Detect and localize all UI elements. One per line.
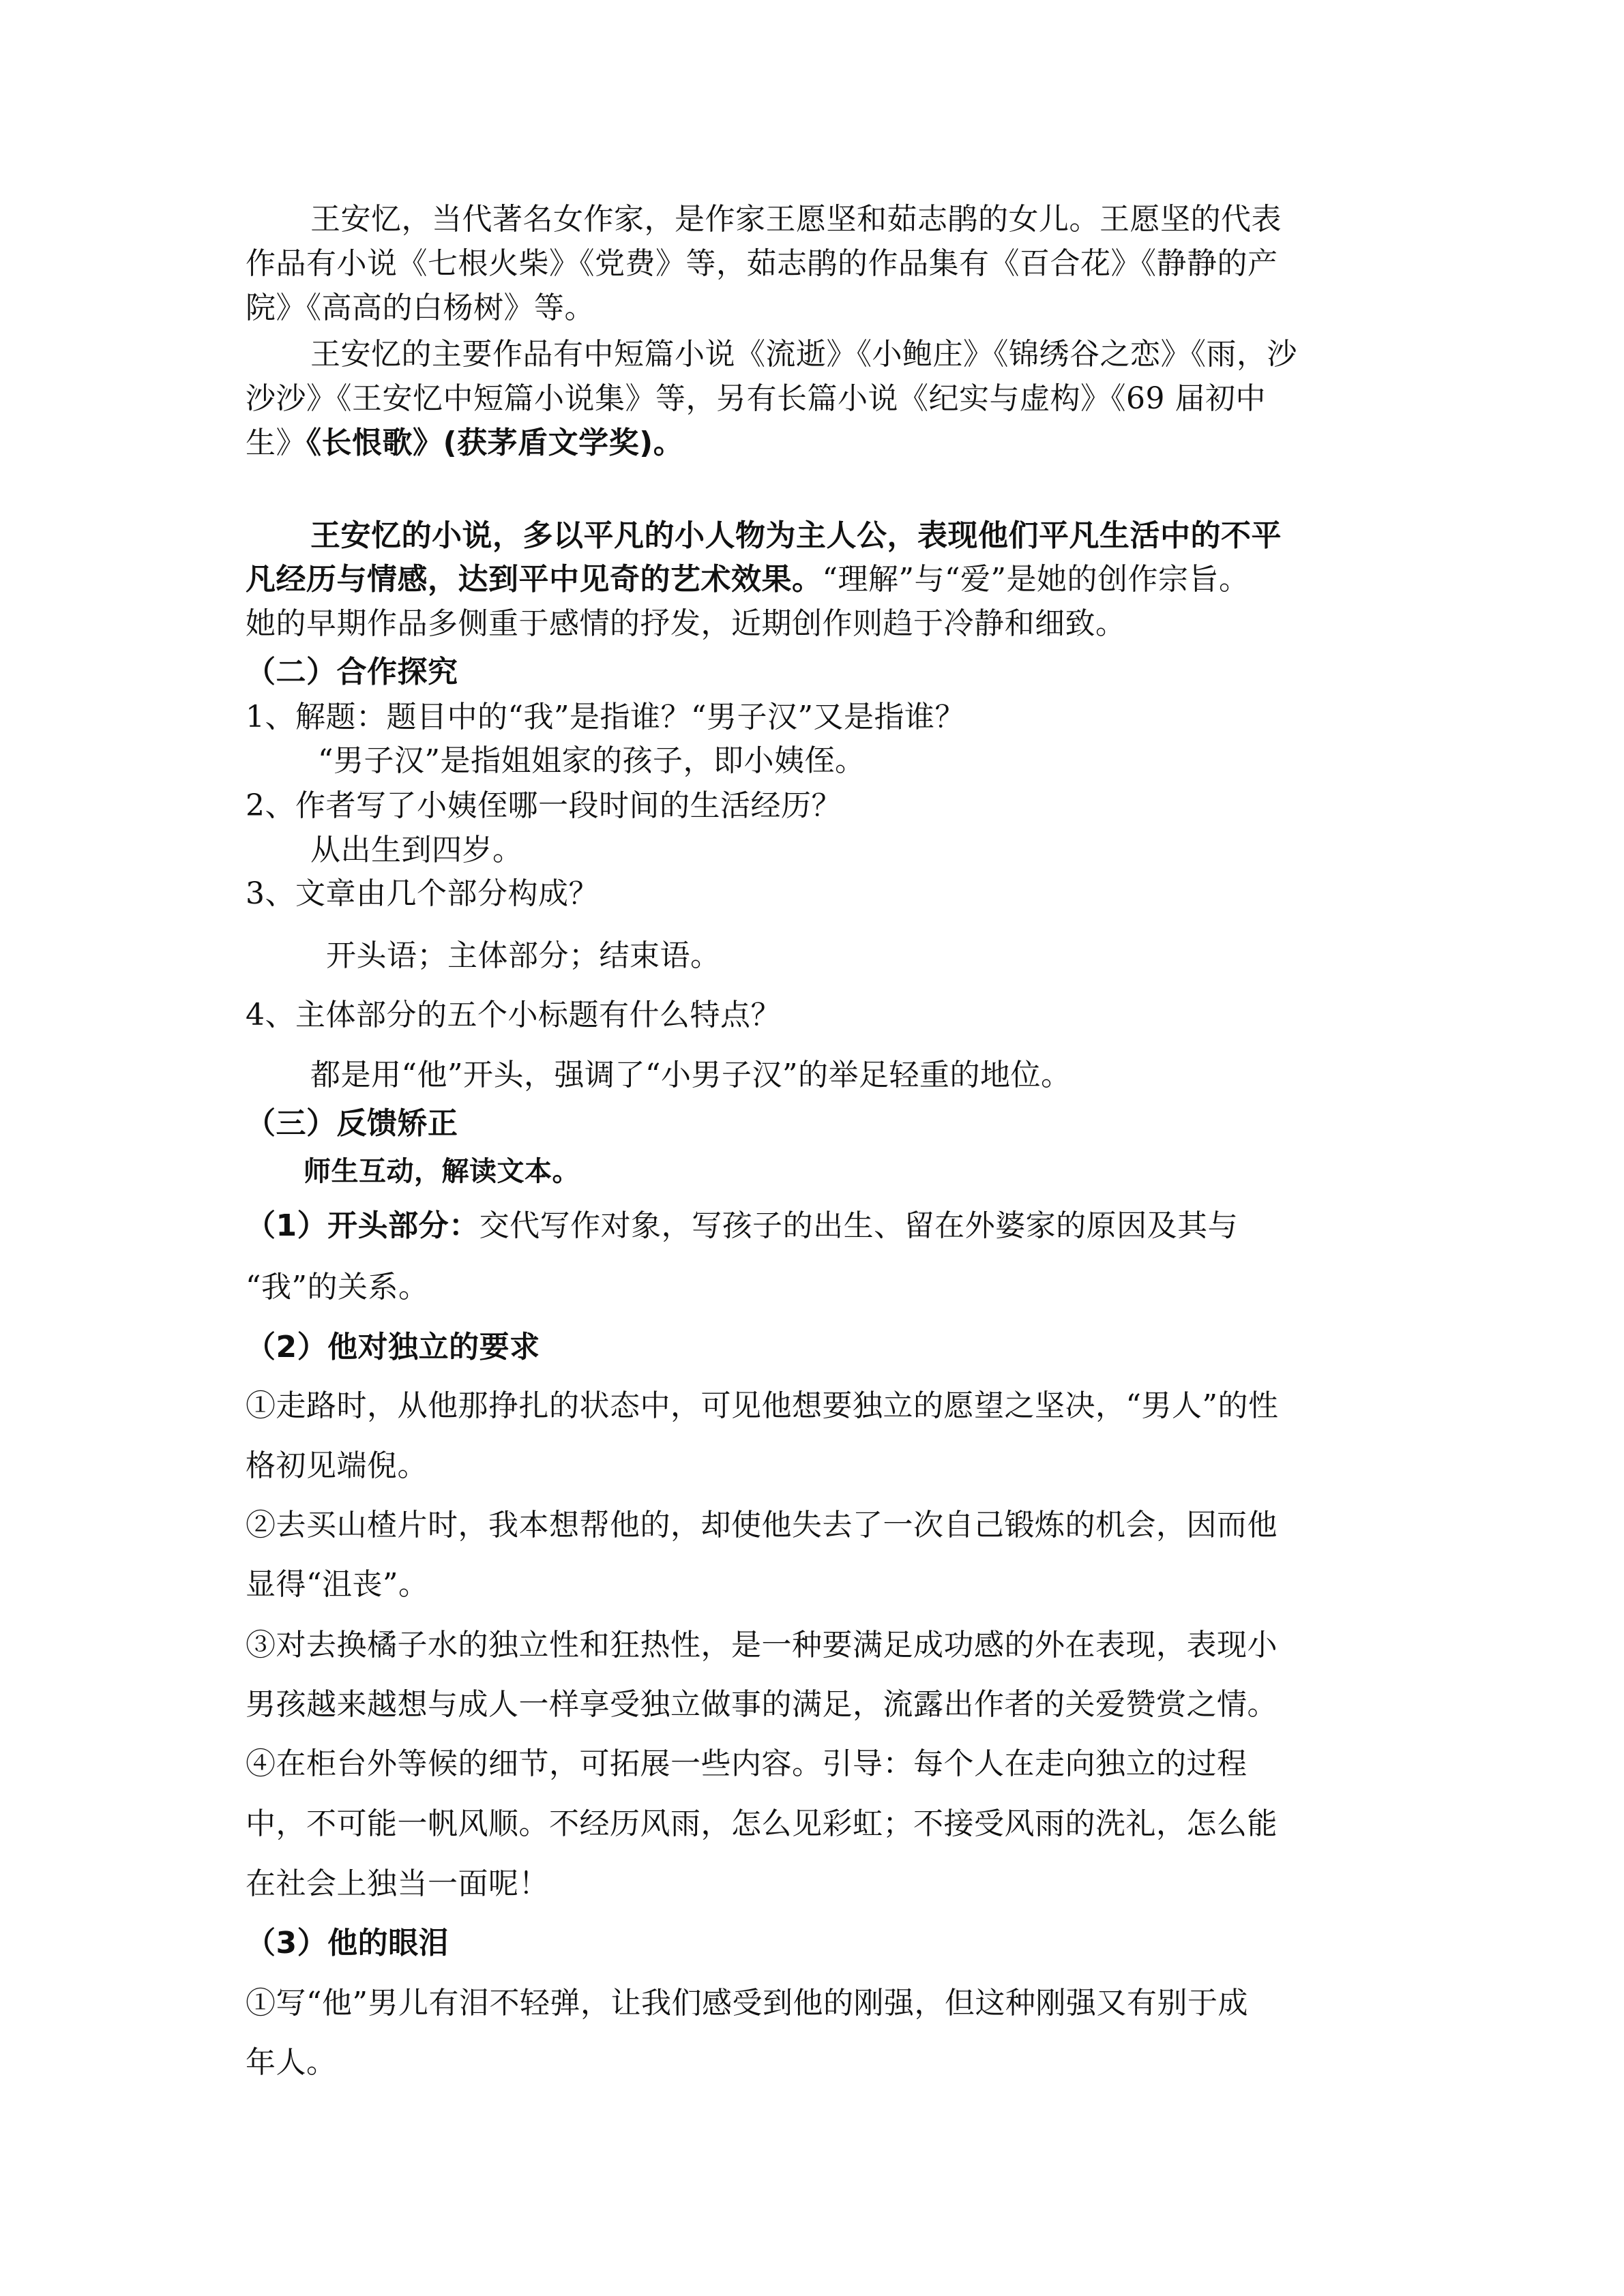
question-2: 2、作者写了小姨侄哪一段时间的生活经历？ (246, 788, 842, 823)
part-2-item-2-line-2: 显得“沮丧”。 (246, 1567, 429, 1602)
part-2-item-4-line-1: ④在柜台外等候的细节，可拓展一些内容。引导：每个人在走向独立的过程 (246, 1746, 1247, 1781)
part-3-item-1-line-2: 年人。 (246, 2045, 337, 2080)
style-line-2-normal: “理解”与“爱”是她的创作宗旨。 (822, 562, 1250, 597)
works-line-3-normal: 生》 (246, 426, 306, 460)
works-line-3 (246, 423, 683, 464)
part-2-heading: （2）他对独立的要求 (246, 1330, 540, 1365)
part-2-item-4-line-2: 中，不可能一帆风顺。不经历风雨，怎么见彩虹；不接受风雨的洗礼，怎么能 (246, 1806, 1278, 1841)
part-2-item-2-line-1: ②去买山楂片时，我本想帮他的，却使他失去了一次自己锻炼的机会，因而他 (246, 1508, 1278, 1542)
part-1-line-1 (246, 1206, 1238, 1247)
part-1-label: （1）开头部分： (246, 1208, 479, 1243)
part-1-line-2: “我”的关系。 (246, 1270, 429, 1304)
part-2-item-4-line-3: 在社会上独当一面呢！ (246, 1866, 549, 1901)
part-1-text: 交代写作对象，写孩子的出生、留在外婆家的原因及其与 (479, 1208, 1239, 1243)
works-line-2: 沙沙》《王安忆中短篇小说集》等，另有长篇小说《纪实与虚构》《69 届初中 (246, 381, 1266, 416)
section-3-subheading: 师生互动，解读文本。 (304, 1156, 580, 1187)
question-3: 3、文章由几个部分构成？ (246, 876, 599, 911)
style-line-2-bold: 凡经历与情感，达到平中见奇的艺术效果。 (246, 562, 823, 597)
part-2-item-1-line-1: ①走路时，从他那挣扎的状态中，可见他想要独立的愿望之坚决，“男人”的性 (246, 1388, 1279, 1423)
works-line-1: 王安忆的主要作品有中短篇小说《流逝》《小鲍庄》《锦绣谷之恋》《雨，沙 (310, 337, 1297, 372)
answer-4: 都是用“他”开头，强调了“小男子汉”的举足轻重的地位。 (310, 1058, 1072, 1092)
question-4: 4、主体部分的五个小标题有什么特点？ (246, 998, 781, 1032)
answer-2: 从出生到四岁。 (310, 833, 523, 867)
part-3-heading: （3）他的眼泪 (246, 1926, 449, 1960)
answer-1: “男子汉”是指姐姐家的孩子，即小姨侄。 (318, 743, 866, 778)
intro-line-1: 王安忆，当代著名女作家，是作家王愿坚和茹志鹃的女儿。王愿坚的代表 (310, 202, 1282, 237)
style-line-1: 王安忆的小说，多以平凡的小人物为主人公，表现他们平凡生活中的不平 (310, 518, 1282, 553)
section-2-heading: （二）合作探究 (246, 655, 458, 689)
part-2-item-1-line-2: 格初见端倪。 (246, 1448, 428, 1483)
answer-3: 开头语；主体部分；结束语。 (326, 938, 721, 973)
works-line-3-bold: 《长恨歌》(获茅盾文学奖)。 (306, 426, 684, 460)
part-3-item-1-line-1: ①写“他”男儿有泪不轻弹，让我们感受到他的刚强，但这种刚强又有别于成 (246, 1986, 1248, 2021)
part-2-item-3-line-1: ③对去换橘子水的独立性和狂热性，是一种要满足成功感的外在表现，表现小 (246, 1628, 1278, 1663)
part-2-item-3-line-2: 男孩越来越想与成人一样享受独立做事的满足，流露出作者的关爱赞赏之情。 (246, 1687, 1278, 1722)
intro-line-3: 院》《高高的白杨树》等。 (246, 290, 595, 325)
style-line-3: 她的早期作品多侧重于感情的抒发，近期创作则趋于冷静和细致。 (246, 606, 1126, 641)
question-1: 1、解题：题目中的“我”是指谁？“男子汉”又是指谁？ (246, 700, 965, 734)
intro-line-2: 作品有小说《七根火柴》《党费》等，茹志鹃的作品集有《百合花》《静静的产 (246, 246, 1278, 281)
style-line-2 (246, 559, 1249, 600)
section-3-heading: （三）反馈矫正 (246, 1106, 458, 1141)
